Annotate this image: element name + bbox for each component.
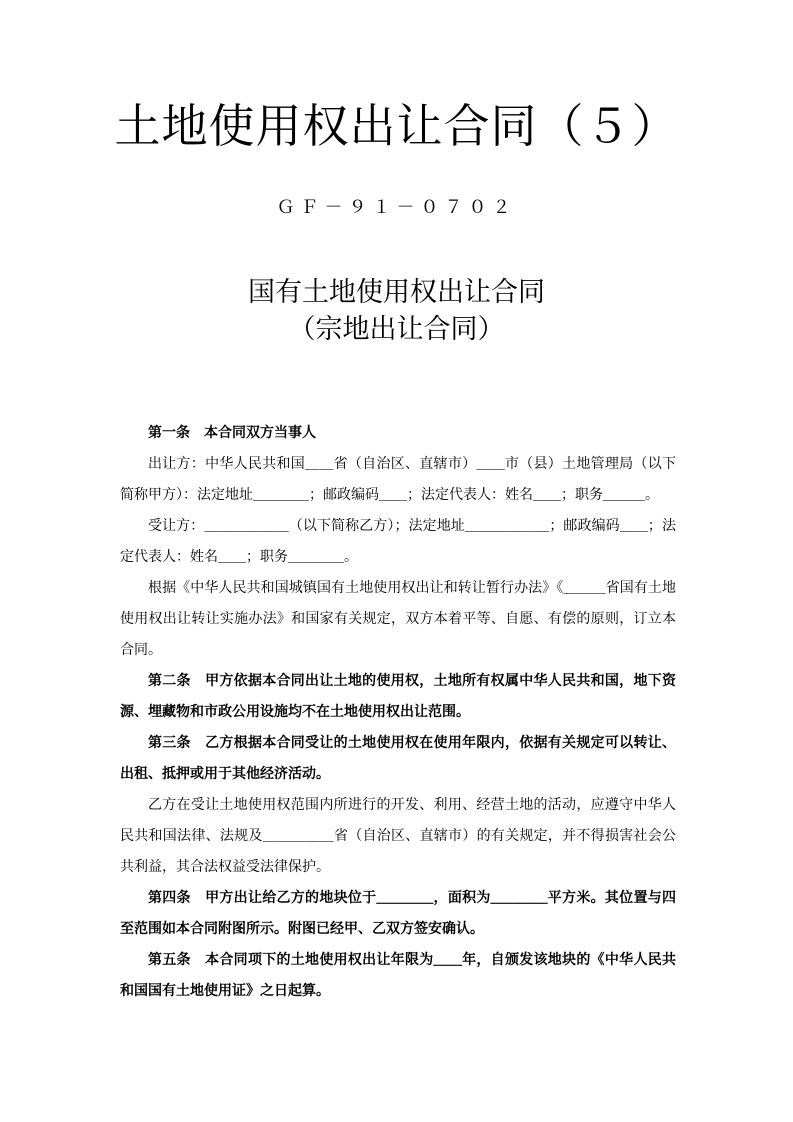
- grantor-paragraph: 出让方：中华人民共和国＿＿省（自治区、直辖市）＿＿市（县）土地管理局（以下简称甲方）：法定地址＿＿＿＿；邮政编码＿＿；法定代表人：姓名＿＿；职务＿＿＿。: [120, 456, 676, 503]
- article-1-heading: 第一条 本合同双方当事人: [148, 425, 316, 441]
- article-3-paragraph: 第三条 乙方根据本合同受让的土地使用权在使用年限内，依据有关规定可以转让、出租、抵押或用于其他经济活动。: [120, 735, 676, 782]
- document-code: ＧＦ－９１－０７０２: [276, 197, 517, 218]
- document-body: [120, 418, 676, 1007]
- document-title: 土地使用权出让合同（５）: [114, 99, 679, 153]
- document-subtitle-note: （宗地出让合同）: [288, 314, 505, 345]
- article-4-paragraph: 第四条 甲方出让给乙方的地块位于＿＿＿＿，面积为＿＿＿＿平方米。其位置与四至范围如本合同附图所示。附图已经甲、乙双方签安确认。: [120, 890, 676, 937]
- legal-basis-paragraph: 根据《中华人民共和国城镇国有土地使用权出让和转让暂行办法》《＿＿＿省国有土地使用权出让转让实施办法》和国家有关规定，双方本着平等、自愿、有偿的原则，订立本合同。: [120, 580, 676, 658]
- grantee-paragraph: 受让方：＿＿＿＿＿＿（以下简称乙方）；法定地址＿＿＿＿＿＿；邮政编码＿＿；法定代表人：姓名＿＿；职务＿＿＿＿。: [120, 518, 676, 565]
- article-2-paragraph: 第二条 甲方依据本合同出让土地的使用权，土地所有权属中华人民共和国，地下资源、埋藏物和市政公用设施均不在土地使用权出让范围。: [120, 673, 676, 720]
- article-5-paragraph: 第五条 本合同项下的土地使用权出让年限为＿＿年，自颁发该地块的《中华人民共和国国有土地使用证》之日起算。: [120, 952, 676, 999]
- article-3-detail-paragraph: 乙方在受让土地使用权范围内所进行的开发、利用、经营土地的活动，应遵守中华人民共和国法律、法规及＿＿＿＿＿省（自治区、直辖市）的有关规定，并不得损害社会公共利益，其合法权益受法律保护。: [120, 797, 676, 875]
- document-subtitle: 国有土地使用权出让合同: [248, 277, 545, 308]
